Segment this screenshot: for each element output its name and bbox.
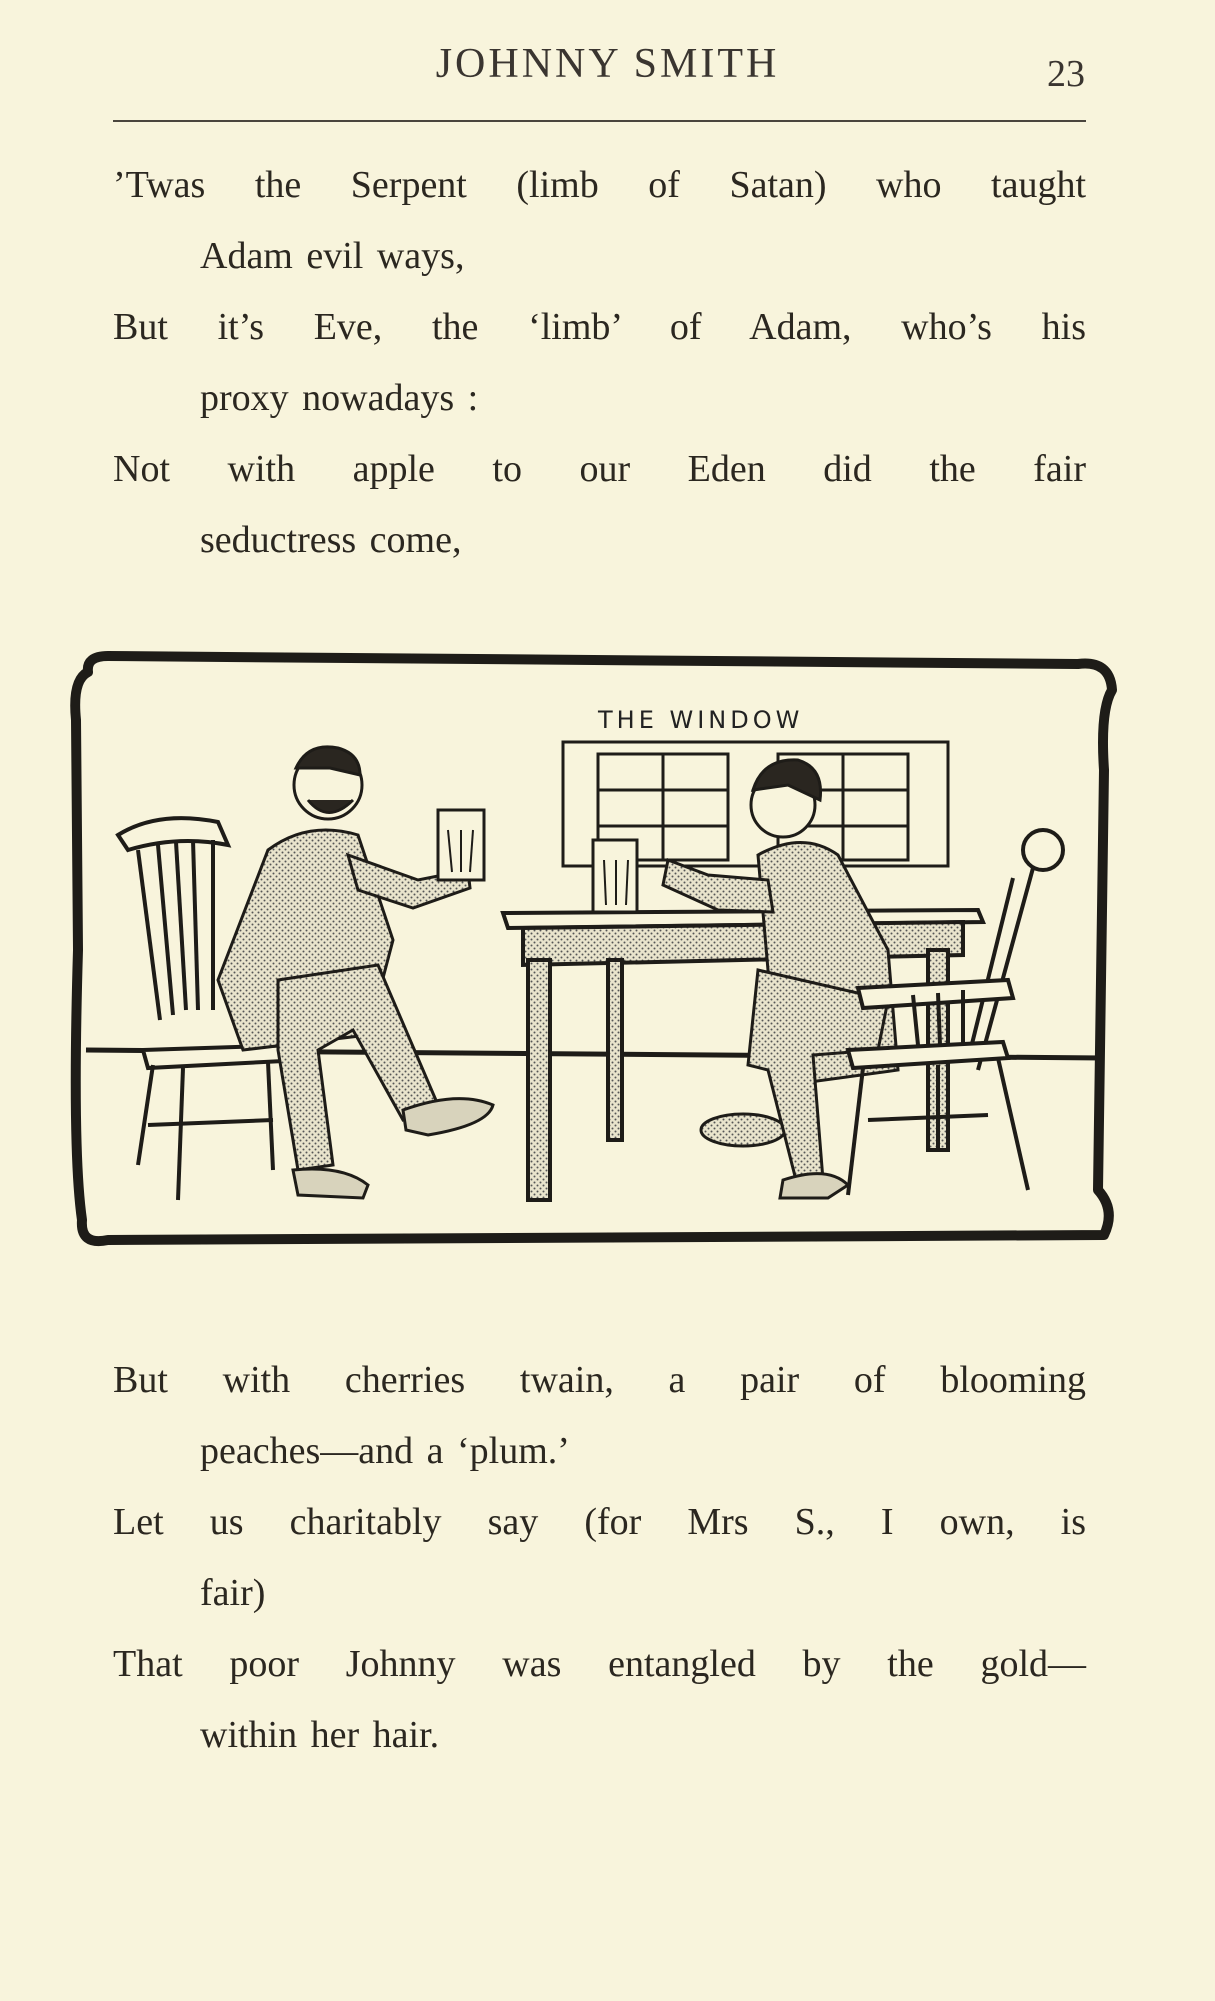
verse-line: fair)	[200, 1572, 266, 1614]
verse-line: peaches—and a ‘plum.’	[200, 1430, 570, 1472]
verse-stanza-bottom	[113, 1345, 1086, 1771]
running-title: JOHNNY SMITH	[435, 41, 780, 87]
header-rule	[113, 120, 1086, 122]
left-man	[218, 747, 493, 1198]
verse-line: That poor Johnny was entangled by the gold—	[113, 1643, 1086, 1685]
verse-line: ’Twas the Serpent (limb of Satan) who taught	[113, 164, 1086, 206]
verse-line: Let us charitably say (for Mrs S., I own, is	[113, 1501, 1086, 1543]
page-number: 23	[1047, 53, 1085, 95]
verse-line: Adam evil ways,	[200, 235, 465, 277]
verse-line: seductress come,	[200, 519, 462, 561]
verse-line: within her hair.	[200, 1714, 440, 1756]
illustration-drawing	[68, 650, 1130, 1255]
window-caption: THE WINDOW	[598, 706, 804, 734]
verse-line: Not with apple to our Eden did the fair	[113, 448, 1086, 490]
verse-line: proxy nowadays :	[200, 377, 479, 419]
floor-bowl	[701, 1114, 785, 1146]
verse-stanza-top	[113, 150, 1086, 576]
running-head	[0, 40, 1215, 100]
verse-line: But with cherries twain, a pair of blooming	[113, 1359, 1086, 1401]
illustration-tavern-scene	[68, 650, 1130, 1255]
verse-line: But it’s Eve, the ‘limb’ of Adam, who’s his	[113, 306, 1086, 348]
